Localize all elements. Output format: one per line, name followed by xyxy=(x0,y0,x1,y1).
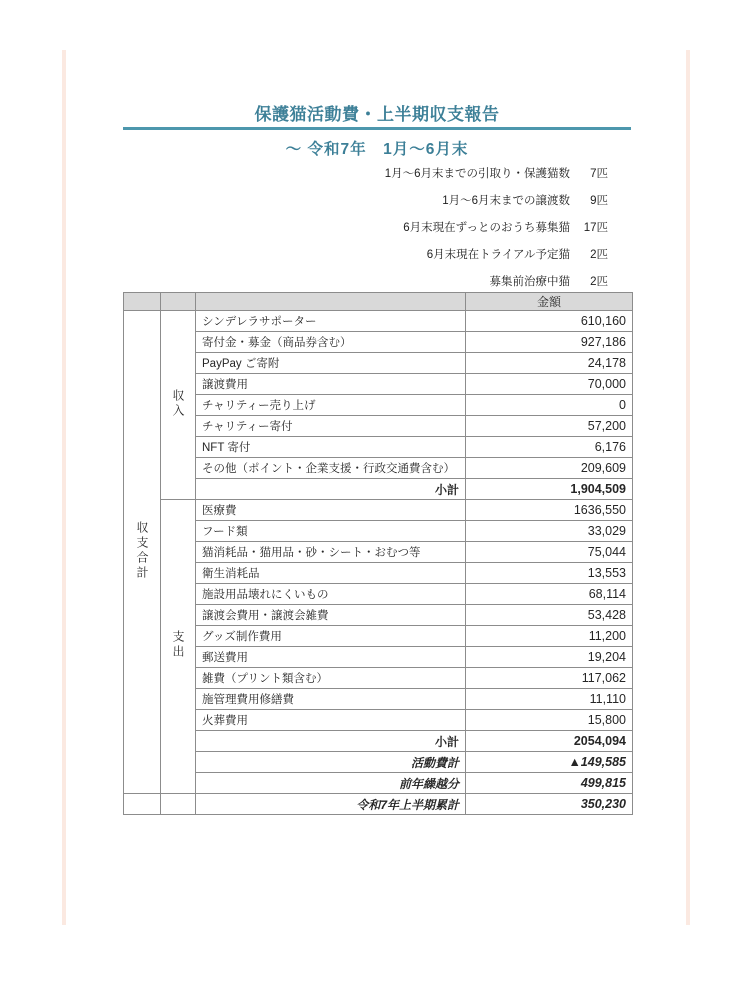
title-underline xyxy=(123,127,631,130)
income-row xyxy=(124,332,633,353)
expense-row xyxy=(124,626,633,647)
stat-value: 2匹 xyxy=(590,276,608,288)
page-subtitle: ～ 令和7年 1月～6月末 xyxy=(285,141,469,158)
expense-row xyxy=(124,689,633,710)
expense-group-label-text: 支出 xyxy=(171,630,185,660)
expense-row xyxy=(124,668,633,689)
item-amount: 19,204 xyxy=(466,647,633,668)
income-row xyxy=(124,458,633,479)
item-label: その他（ポイント・企業支援・行政交通費含む） xyxy=(196,458,466,479)
item-amount: 11,200 xyxy=(466,626,633,647)
item-label: チャリティー売り上げ xyxy=(196,395,466,416)
page-frame-left xyxy=(62,50,66,925)
empty-cell xyxy=(161,794,196,815)
income-subtotal-label: 小計 xyxy=(196,479,466,500)
grand-total-label: 令和7年上半期累計 xyxy=(196,794,466,815)
stat-row-intake xyxy=(385,161,608,188)
expense-row xyxy=(124,563,633,584)
total-group-label-text: 収支合計 xyxy=(135,520,149,581)
item-label: PayPay ご寄附 xyxy=(196,353,466,374)
expense-group-label xyxy=(161,500,196,794)
grand-total-amount: 350,230 xyxy=(466,794,633,815)
stat-label: 1月～6月末までの引取り・保護猫数 xyxy=(384,168,570,180)
item-label: 火葬費用 xyxy=(196,710,466,731)
item-label: 施設用品壊れにくいもの xyxy=(196,584,466,605)
expense-subtotal-amount: 2054,094 xyxy=(466,731,633,752)
stat-label: 1月～6月末までの譲渡数 xyxy=(442,195,570,207)
stat-label: 6月末現在トライアル予定猫 xyxy=(426,249,570,261)
expense-row xyxy=(124,542,633,563)
item-amount: 33,029 xyxy=(466,521,633,542)
income-row xyxy=(124,416,633,437)
item-amount: 610,160 xyxy=(466,311,633,332)
item-amount: 57,200 xyxy=(466,416,633,437)
item-label: 寄付金・募金（商品券含む） xyxy=(196,332,466,353)
cat-stats-list xyxy=(385,161,608,296)
item-label: 衛生消耗品 xyxy=(196,563,466,584)
budget-table-container xyxy=(123,292,633,815)
income-subtotal-row xyxy=(124,479,633,500)
expense-subtotal-label: 小計 xyxy=(196,731,466,752)
income-row xyxy=(124,437,633,458)
item-amount: 53,428 xyxy=(466,605,633,626)
page-title: 保護猫活動費・上半期収支報告 xyxy=(254,105,500,124)
income-row xyxy=(124,374,633,395)
item-label: フード類 xyxy=(196,521,466,542)
item-label: 医療費 xyxy=(196,500,466,521)
stat-row-seeking-home xyxy=(385,215,608,242)
header-cell-amount: 金額 xyxy=(466,293,633,311)
grand-total-row xyxy=(124,794,633,815)
item-amount: 927,186 xyxy=(466,332,633,353)
expense-row xyxy=(124,584,633,605)
header-cell-group xyxy=(124,293,161,311)
item-label: グッズ制作費用 xyxy=(196,626,466,647)
item-label: 郵送費用 xyxy=(196,647,466,668)
expense-subtotal-row xyxy=(124,731,633,752)
item-label: 雑費（プリント類含む） xyxy=(196,668,466,689)
expense-row xyxy=(124,710,633,731)
item-amount: 1636,550 xyxy=(466,500,633,521)
carryover-label: 前年繰越分 xyxy=(196,773,466,794)
carryover-row xyxy=(124,773,633,794)
item-label: シンデレラサポーター xyxy=(196,311,466,332)
stat-label: 6月末現在ずっとのおうち募集猫 xyxy=(403,222,570,234)
item-label: 猫消耗品・猫用品・砂・シート・おむつ等 xyxy=(196,542,466,563)
expense-row xyxy=(124,605,633,626)
item-amount: 6,176 xyxy=(466,437,633,458)
stat-row-trial xyxy=(385,242,608,269)
income-group-label xyxy=(161,311,196,500)
stat-value: 2匹 xyxy=(590,249,608,261)
stat-value: 9匹 xyxy=(590,195,608,207)
item-label: 施管理費用修繕費 xyxy=(196,689,466,710)
carryover-amount: 499,815 xyxy=(466,773,633,794)
item-amount: 13,553 xyxy=(466,563,633,584)
item-amount: 209,609 xyxy=(466,458,633,479)
item-amount: 70,000 xyxy=(466,374,633,395)
stat-label: 募集前治療中猫 xyxy=(489,276,570,288)
income-row xyxy=(124,353,633,374)
item-label: 譲渡会費用・譲渡会雑費 xyxy=(196,605,466,626)
expense-row xyxy=(124,647,633,668)
item-amount: 11,110 xyxy=(466,689,633,710)
activity-total-label: 活動費計 xyxy=(196,752,466,773)
item-amount: 24,178 xyxy=(466,353,633,374)
item-label: チャリティー寄付 xyxy=(196,416,466,437)
income-subtotal-amount: 1,904,509 xyxy=(466,479,633,500)
item-label: NFT 寄付 xyxy=(196,437,466,458)
header-cell-subgroup xyxy=(161,293,196,311)
activity-total-row xyxy=(124,752,633,773)
income-group-label-text: 収入 xyxy=(171,388,185,419)
item-amount: 15,800 xyxy=(466,710,633,731)
budget-table xyxy=(123,292,633,815)
expense-row xyxy=(124,500,633,521)
item-amount: 0 xyxy=(466,395,633,416)
empty-cell xyxy=(124,794,161,815)
item-amount: 68,114 xyxy=(466,584,633,605)
item-amount: 117,062 xyxy=(466,668,633,689)
stat-value: 17匹 xyxy=(583,222,608,234)
expense-row xyxy=(124,521,633,542)
income-row xyxy=(124,311,633,332)
page-frame-right xyxy=(686,50,690,925)
table-header-row xyxy=(124,293,633,311)
stat-row-adopted xyxy=(385,188,608,215)
item-label: 譲渡費用 xyxy=(196,374,466,395)
stat-value: 7匹 xyxy=(590,168,608,180)
item-amount: 75,044 xyxy=(466,542,633,563)
activity-total-amount: ▲149,585 xyxy=(466,752,633,773)
income-row xyxy=(124,395,633,416)
header-cell-item xyxy=(196,293,466,311)
total-group-label xyxy=(124,311,161,794)
